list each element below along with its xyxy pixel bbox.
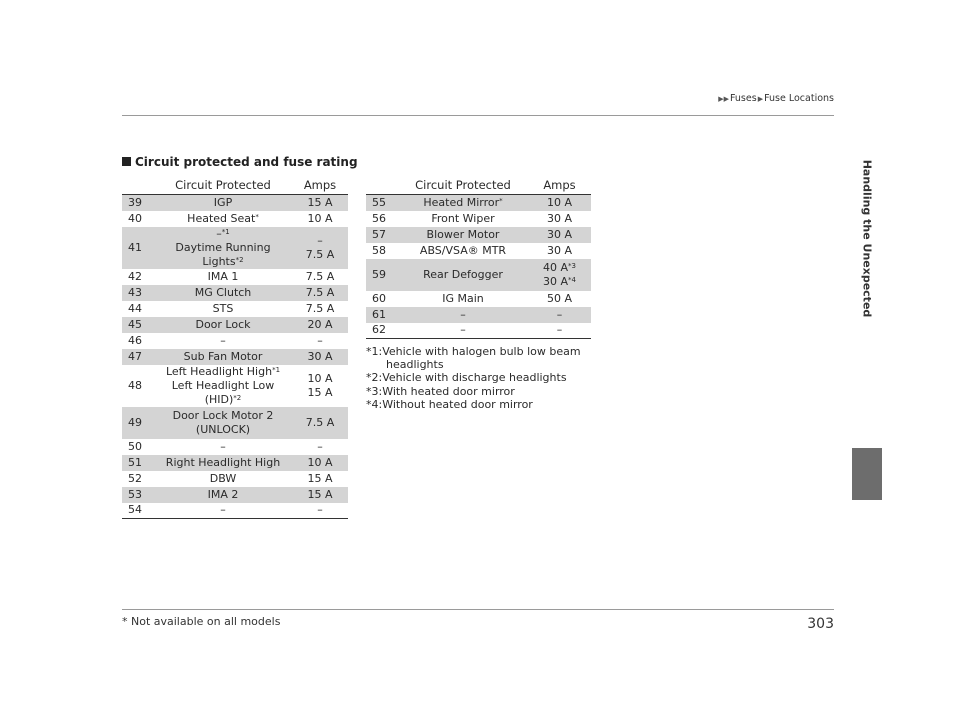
- table-row: [122, 333, 348, 349]
- fuse-amps: [292, 503, 348, 519]
- fuse-amps: [292, 317, 348, 333]
- table-row: [122, 503, 348, 519]
- fuse-number: 48: [128, 378, 142, 392]
- header-amps: Amps: [292, 176, 348, 195]
- fuse-amps: [528, 307, 591, 323]
- table-header: [122, 176, 348, 195]
- table-row: [366, 195, 591, 211]
- circuit-protected: [154, 471, 292, 487]
- fuse-amps: [528, 211, 591, 227]
- amps-text: 30 A: [546, 227, 573, 241]
- fuse-number: 52: [128, 471, 142, 485]
- circuit-text: –: [460, 323, 466, 337]
- footnote-mark: *3: [568, 261, 576, 270]
- fuse-amps: [528, 227, 591, 243]
- fuse-amps: [292, 301, 348, 317]
- circuit-text: Blower Motor: [426, 227, 500, 241]
- chapter-tab-marker: [852, 448, 882, 500]
- fuse-number: 50: [128, 439, 142, 453]
- circuit-protected: [398, 211, 528, 227]
- fuse-number: 55: [366, 195, 398, 211]
- fuse-table-2: [366, 176, 591, 339]
- table-row: [366, 291, 591, 307]
- fuse-number: 39: [122, 195, 154, 211]
- footnotes-list: [366, 345, 581, 411]
- amps-text: 15 A: [307, 195, 333, 209]
- circuit-text: DBW: [209, 471, 237, 485]
- circuit-protected: [154, 455, 292, 471]
- fuse-amps: [528, 291, 591, 307]
- footnote-item: *1:Vehicle with halogen bulb low beam: [366, 345, 581, 358]
- fuse-amps: [292, 285, 348, 301]
- table-row: [366, 227, 591, 243]
- amps2-text: 15 A: [307, 385, 333, 399]
- amps-text: –: [317, 233, 323, 247]
- amps-text: 7.5 A: [305, 415, 335, 429]
- breadcrumb-page: Fuse Locations: [764, 93, 834, 104]
- circuit-protected: [154, 503, 292, 519]
- availability-footnote: * Not available on all models: [122, 615, 281, 628]
- circuit-protected: [398, 195, 528, 211]
- table-row: [122, 317, 348, 333]
- circuit-protected: [398, 323, 528, 339]
- circuit-text: Left Headlight High: [165, 364, 273, 378]
- amps-text: 10 A: [307, 211, 333, 225]
- fuse-table-1-body: [122, 195, 348, 519]
- circuit-protected: [154, 349, 292, 365]
- fuse-number: 47: [122, 349, 154, 365]
- fuse-number: 58: [372, 243, 386, 257]
- fuse-amps: [528, 323, 591, 339]
- fuse-amps: [292, 487, 348, 503]
- amps2-text: 30 A: [543, 274, 569, 288]
- triangle-right-icon: ▶: [757, 95, 764, 103]
- header-number: [122, 176, 154, 195]
- fuse-number: 44: [128, 301, 142, 315]
- fuse-number: 41: [122, 227, 154, 269]
- amps-text: –: [317, 503, 323, 517]
- triangle-right-icon: ▶▶: [718, 95, 729, 103]
- square-bullet-icon: [122, 157, 131, 166]
- fuse-amps: [528, 195, 591, 211]
- fuse-number: 49: [122, 407, 154, 439]
- table-row: [122, 269, 348, 285]
- table-row: [122, 407, 348, 439]
- amps2-text: 7.5 A: [305, 247, 335, 261]
- circuit-protected: [154, 269, 292, 285]
- circuit-text: –: [220, 333, 226, 347]
- circuit-text: Rear Defogger: [423, 267, 503, 281]
- header-circuit: Circuit Protected: [154, 176, 292, 195]
- circuit-text: Sub Fan Motor: [183, 349, 263, 363]
- fuse-number: 40: [128, 211, 142, 225]
- amps-text: –: [556, 307, 563, 321]
- amps-text: –: [556, 323, 563, 337]
- table-row: [366, 323, 591, 339]
- fuse-amps: [292, 407, 348, 439]
- breadcrumb-section: Fuses: [729, 93, 757, 104]
- amps-text: –: [317, 439, 323, 453]
- circuit-protected: [398, 227, 528, 243]
- amps-text: 30 A: [546, 243, 573, 257]
- table-row: [122, 227, 348, 269]
- amps-text: 7.5 A: [305, 301, 335, 315]
- table-row: [122, 285, 348, 301]
- fuse-number: 54: [122, 503, 154, 519]
- fuse-number: 57: [366, 227, 398, 243]
- circuit-protected: [154, 407, 292, 439]
- footnote-mark: *: [499, 196, 503, 205]
- table-row: [122, 471, 348, 487]
- footnote-mark: *1: [272, 365, 281, 374]
- table-row: [366, 259, 591, 291]
- header-number: [366, 176, 398, 195]
- fuse-table-2-body: [366, 195, 591, 339]
- footnote-mark: *2: [233, 393, 242, 402]
- footnote-mark: *1: [221, 227, 230, 236]
- circuit-text: STS: [212, 301, 234, 315]
- circuit-text: –: [216, 226, 222, 240]
- circuit-text: Front Wiper: [431, 211, 495, 225]
- circuit-text: IMA 2: [207, 487, 239, 501]
- amps-text: 10 A: [307, 371, 333, 385]
- amps-text: 15 A: [307, 487, 333, 501]
- table-header: [366, 176, 591, 195]
- circuit-text: –: [220, 439, 226, 453]
- side-chapter-text: Handling the Unexpected: [860, 159, 874, 318]
- fuse-number: 61: [366, 307, 398, 323]
- circuit2-text: Daytime Running Lights: [175, 240, 271, 268]
- circuit-protected: [398, 291, 528, 307]
- table-row: [122, 455, 348, 471]
- footnote-item: *3:With heated door mirror: [366, 384, 515, 398]
- amps-text: 7.5 A: [305, 285, 335, 299]
- footnote-mark: *2: [235, 255, 244, 264]
- circuit-text: IMA 1: [207, 269, 239, 283]
- footnote-item: *4:Without heated door mirror: [366, 397, 533, 411]
- circuit-text: –: [460, 307, 466, 321]
- circuit-protected: [398, 259, 528, 291]
- circuit2-text: Left Headlight Low (HID): [171, 378, 275, 406]
- circuit-text: IG Main: [442, 291, 484, 305]
- circuit-protected: [154, 211, 292, 227]
- table-row: [122, 439, 348, 455]
- fuse-amps: [292, 195, 348, 211]
- circuit-text: Heated Seat: [187, 211, 256, 225]
- fuse-number: 43: [122, 285, 154, 301]
- fuse-number: 42: [128, 269, 142, 283]
- amps-text: 40 A: [543, 260, 569, 274]
- circuit-protected: [154, 317, 292, 333]
- fuse-amps: [292, 471, 348, 487]
- fuse-table-1: [122, 176, 348, 519]
- table-row: [366, 243, 591, 259]
- footer-rule: [122, 609, 834, 610]
- circuit-text: IGP: [213, 195, 233, 209]
- fuse-amps: [528, 259, 591, 291]
- circuit-text: Door Lock: [195, 317, 251, 331]
- fuse-number: 60: [372, 291, 386, 305]
- footnote-mark: *4: [568, 275, 576, 284]
- circuit-text: Right Headlight High: [165, 455, 281, 469]
- circuit-protected: [154, 365, 292, 407]
- table-row: [122, 349, 348, 365]
- circuit-protected: [398, 307, 528, 323]
- fuse-amps: [292, 455, 348, 471]
- amps-text: 50 A: [546, 291, 573, 305]
- amps-text: –: [317, 333, 323, 347]
- table-row: [122, 365, 348, 407]
- header-amps: Amps: [528, 176, 591, 195]
- circuit2-text: (UNLOCK): [195, 422, 251, 436]
- amps-text: 20 A: [307, 317, 333, 331]
- circuit-text: –: [220, 503, 226, 517]
- fuse-amps: [292, 211, 348, 227]
- breadcrumb: [700, 93, 834, 104]
- fuse-number: 62: [366, 323, 398, 339]
- amps-text: 30 A: [307, 349, 333, 363]
- table-row: [122, 487, 348, 503]
- fuse-number: 45: [122, 317, 154, 333]
- amps-text: 10 A: [546, 195, 573, 209]
- circuit-text: Door Lock Motor 2: [172, 408, 274, 422]
- footnote-item-continued: headlights: [386, 358, 444, 372]
- header-rule: [122, 115, 834, 116]
- circuit-protected: [398, 243, 528, 259]
- table-row: [122, 195, 348, 211]
- footnote-item: *2:Vehicle with discharge headlights: [366, 371, 567, 385]
- circuit-text: MG Clutch: [194, 285, 252, 299]
- amps-text: 30 A: [546, 211, 573, 225]
- fuse-number: 51: [122, 455, 154, 471]
- fuse-amps: [292, 227, 348, 269]
- fuse-amps: [292, 439, 348, 455]
- circuit-protected: [154, 439, 292, 455]
- fuse-amps: [528, 243, 591, 259]
- fuse-number: 56: [372, 211, 386, 225]
- fuse-amps: [292, 365, 348, 407]
- table-row: [122, 301, 348, 317]
- fuse-number: 46: [128, 333, 142, 347]
- circuit-protected: [154, 195, 292, 211]
- circuit-protected: [154, 227, 292, 269]
- fuse-amps: [292, 269, 348, 285]
- fuse-amps: [292, 349, 348, 365]
- fuse-number: 59: [366, 259, 398, 291]
- fuse-number: 53: [122, 487, 154, 503]
- section-title: [122, 155, 358, 169]
- page-number: 303: [807, 616, 834, 632]
- amps-text: 10 A: [307, 455, 333, 469]
- circuit-protected: [154, 487, 292, 503]
- amps-text: 7.5 A: [305, 269, 335, 283]
- table-row: [366, 211, 591, 227]
- table-row: [366, 307, 591, 323]
- circuit-text: Heated Mirror: [423, 195, 500, 209]
- header-circuit: Circuit Protected: [398, 176, 528, 195]
- table-row: [122, 211, 348, 227]
- circuit-protected: [154, 301, 292, 317]
- fuse-amps: [292, 333, 348, 349]
- footnote-mark: *: [255, 212, 259, 221]
- circuit-protected: [154, 285, 292, 301]
- section-title-text: Circuit protected and fuse rating: [135, 155, 358, 169]
- circuit-text: ABS/VSA® MTR: [419, 243, 507, 257]
- amps-text: 15 A: [307, 471, 333, 485]
- circuit-protected: [154, 333, 292, 349]
